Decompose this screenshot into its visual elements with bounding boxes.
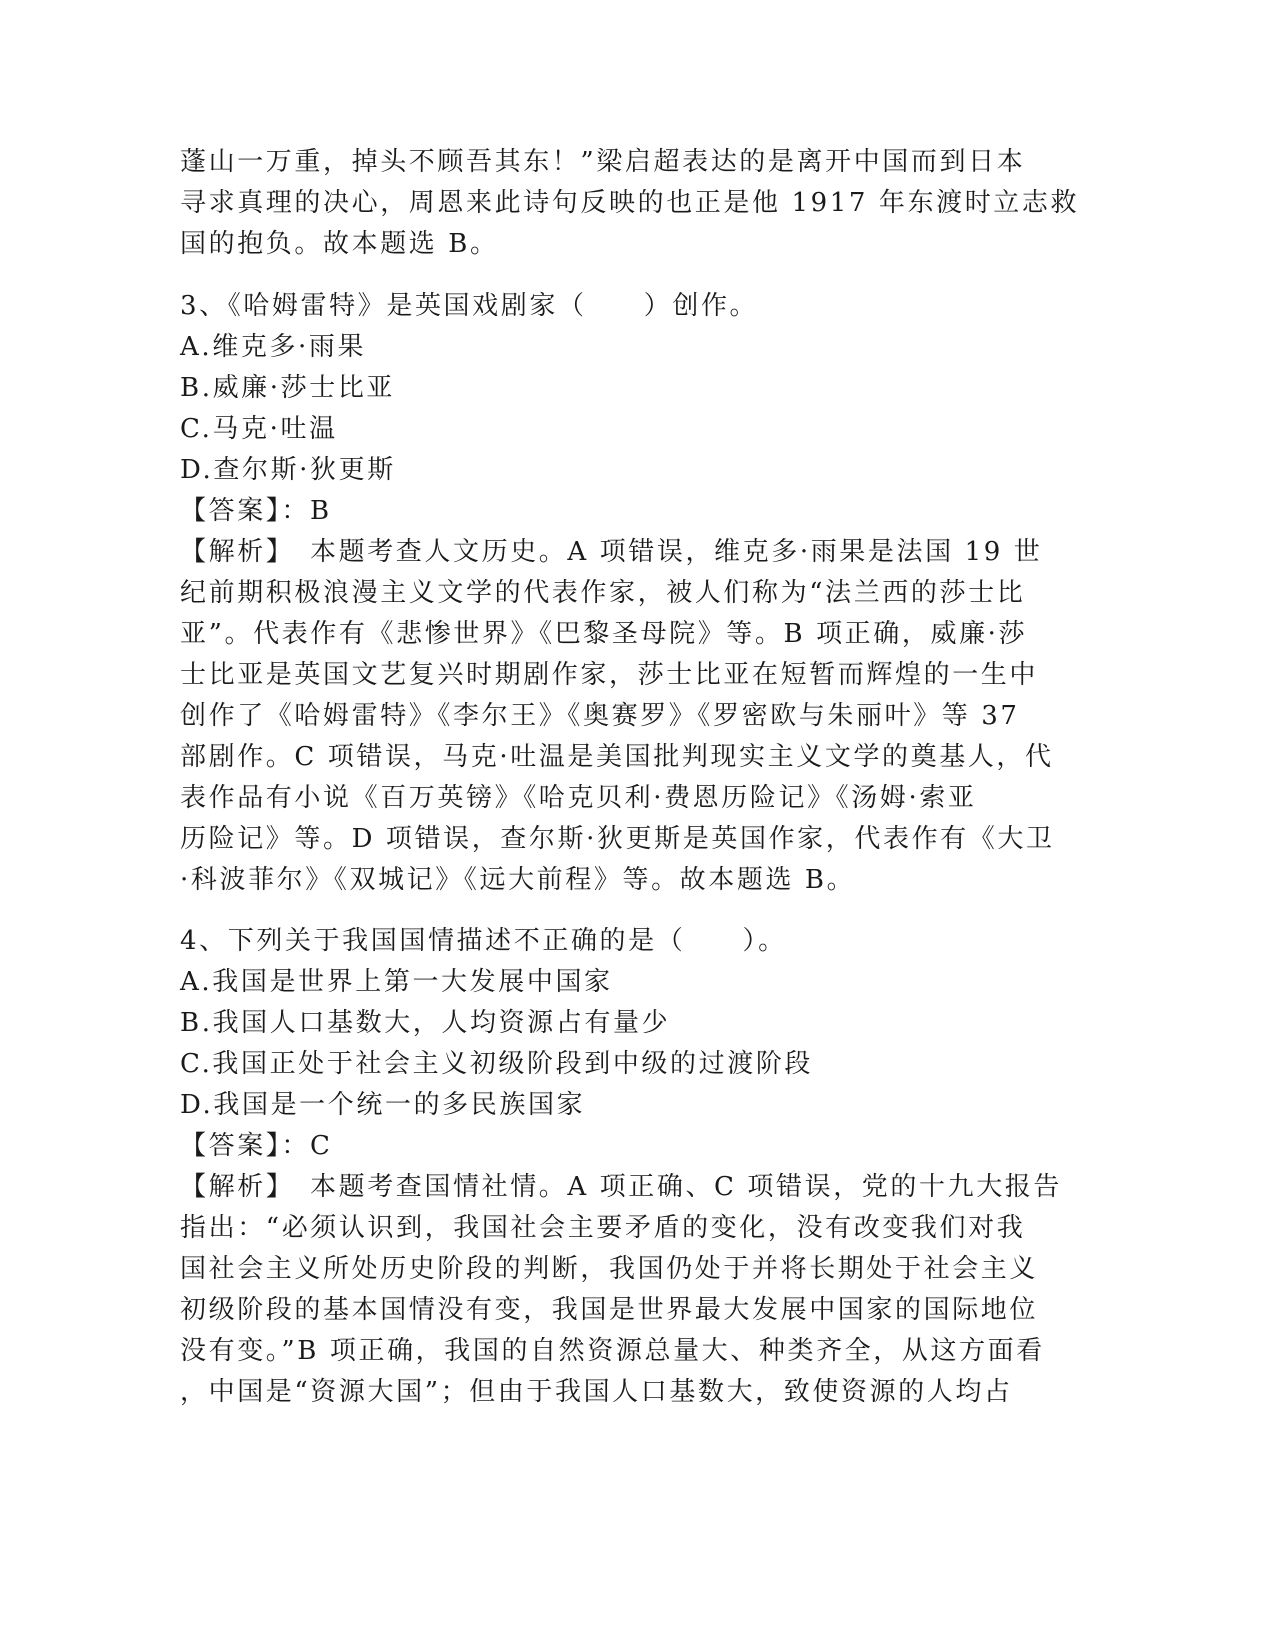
analysis-paragraph	[180, 532, 1055, 901]
text-line: 没有变。”B 项正确，我国的自然资源总量大、种类齐全，从这方面看	[180, 1336, 1045, 1366]
text-line: 蓬山一万重，掉头不顾吾其东！”梁启超表达的是离开中国而到日本	[180, 147, 1026, 177]
option-b: B.我国人口基数大，人均资源占有量少	[180, 1008, 671, 1038]
text-line: 国的抱负。故本题选 B。	[180, 229, 499, 259]
answer-line: 【答案】：B	[180, 496, 332, 526]
text-line: 国社会主义所处历史阶段的判断，我国仍处于并将长期处于社会主义	[180, 1254, 1039, 1284]
option-c: C.马克·吐温	[180, 414, 338, 444]
option-a: A.我国是世界上第一大发展中国家	[180, 967, 613, 997]
text-line: 表作品有小说《百万英镑》《哈克贝利·费恩历险记》《汤姆·索亚	[180, 783, 977, 813]
option-d: D.我国是一个统一的多民族国家	[180, 1090, 586, 1120]
text-line: ，中国是“资源大国”；但由于我国人口基数大，致使资源的人均占	[180, 1377, 1013, 1407]
text-line: 【解析】 本题考查国情社情。A 项正确、C 项错误，党的十九大报告	[180, 1172, 1062, 1202]
text-line: 纪前期积极浪漫主义文学的代表作家，被人们称为“法兰西的莎士比	[180, 578, 1026, 608]
text-line: 寻求真理的决心，周恩来此诗句反映的也正是他 1917 年东渡时立志救	[180, 188, 1080, 218]
question-3	[180, 286, 1055, 901]
text-line: 【解析】 本题考查人文历史。A 项错误，维克多·雨果是法国 19 世	[180, 537, 1043, 567]
text-line: 初级阶段的基本国情没有变，我国是世界最大发展中国家的国际地位	[180, 1295, 1039, 1325]
text-line: 士比亚是英国文艺复兴时期剧作家，莎士比亚在短暂而辉煌的一生中	[180, 660, 1039, 690]
option-c: C.我国正处于社会主义初级阶段到中级的过渡阶段	[180, 1049, 814, 1079]
analysis-paragraph	[180, 1167, 1062, 1413]
option-b: B.威廉·莎士比亚	[180, 373, 396, 403]
answer-line: 【答案】：C	[180, 1131, 333, 1161]
option-d: D.查尔斯·狄更斯	[180, 455, 396, 485]
question-stem: 3、《哈姆雷特》是英国戏剧家（ ）创作。	[180, 291, 759, 321]
text-line: 部剧作。C 项错误，马克·吐温是美国批判现实主义文学的奠基人，代	[180, 742, 1054, 772]
text-line: ·科波菲尔》《双城记》《远大前程》等。故本题选 B。	[180, 865, 856, 895]
text-line: 创作了《哈姆雷特》《李尔王》《奥赛罗》《罗密欧与朱丽叶》等 37	[180, 701, 1020, 731]
document-page	[180, 142, 1080, 1413]
text-line: 历险记》等。D 项错误，查尔斯·狄更斯是英国作家，代表作有《大卫	[180, 824, 1055, 854]
intro-paragraph	[180, 142, 1080, 265]
question-4	[180, 921, 1062, 1413]
option-a: A.维克多·雨果	[180, 332, 367, 362]
text-line: 指出：“必须认识到，我国社会主要矛盾的变化，没有改变我们对我	[180, 1213, 1026, 1243]
text-line: 亚”。代表作有《悲惨世界》《巴黎圣母院》等。B 项正确，威廉·莎	[180, 619, 1028, 649]
question-stem: 4、下列关于我国国情描述不正确的是（ ）。	[180, 926, 787, 956]
